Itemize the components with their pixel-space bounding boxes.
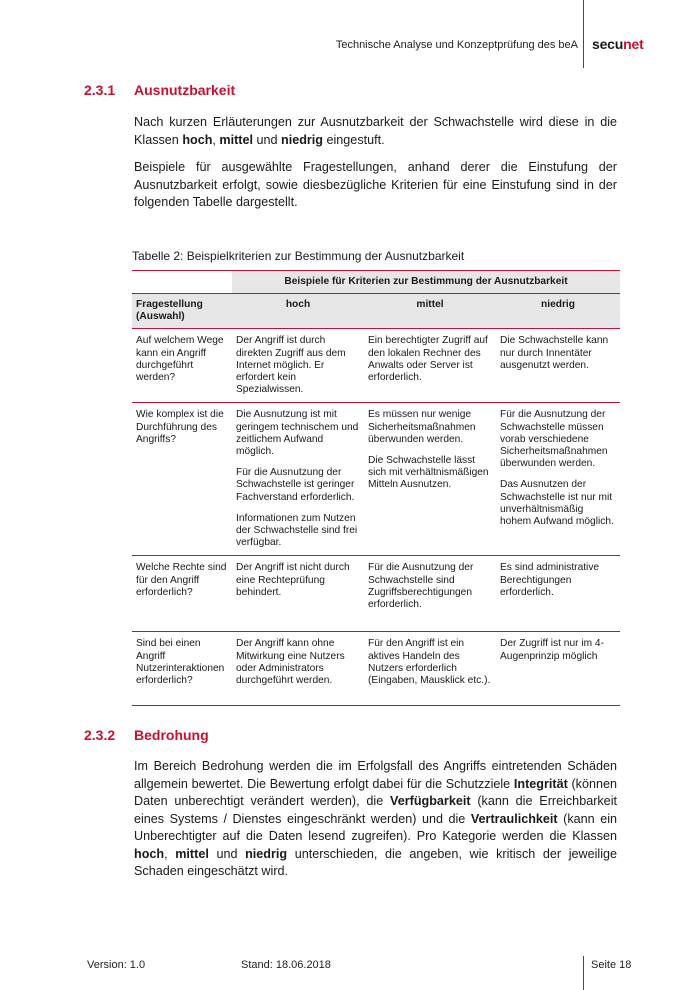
criteria-text: Die Schwachstelle lässt sich mit verhältnismäßigen Mitteln Ausnutzen. xyxy=(368,455,489,491)
criteria-text: Es müssen nur wenige Sicherheitsmaßnahmen überwunden werden. xyxy=(368,409,476,445)
criteria-cell-mid xyxy=(364,556,496,632)
footer-date: Stand: 18.06.2018 xyxy=(241,959,331,971)
paragraph-examples: Beispiele für ausgewählte Fragestellungen, anhand derer die Einstufung der Ausnutzbarkeit erfolgt, sowie diesbezügliche Kriterien für eine Einstufung sind in der folgenden Tabelle dargestellt. xyxy=(134,160,617,209)
question-cell: Wie komplex ist die Durchführung des Angriffs? xyxy=(132,403,232,556)
criteria-text: Für den Angriff ist ein aktives Handeln des Nutzers erforderlich (Eingaben, Mausklick etc.). xyxy=(368,638,491,687)
criteria-text: Informationen zum Nutzen der Schwachstelle sind frei verfügbar. xyxy=(236,512,358,549)
footer-page-number: Seite 18 xyxy=(591,959,632,971)
table-header-row xyxy=(132,294,620,329)
criteria-text: Für die Ausnutzung der Schwachstelle sind Zugriffsberechtigungen erforderlich. xyxy=(368,562,474,611)
criteria-text: Der Angriff ist nicht durch eine Rechteprüfung behindert. xyxy=(236,562,350,598)
criteria-text: Für die Ausnutzung der Schwachstelle ist geringer Fachverstand erforderlich. xyxy=(236,467,355,503)
criteria-cell-high xyxy=(232,632,364,706)
criteria-text: Für die Ausnutzung der Schwachstelle müssen vorab verschiedene Sicherheitsmaßnahmen überwunden werden. xyxy=(500,409,608,470)
criteria-text: Die Schwachstelle kann nur durch Innentäter ausgenutzt werden. xyxy=(500,335,609,371)
criteria-text: Das Ausnutzen der Schwachstelle ist nur mit unverhältnismäßig hohem Aufwand möglich. xyxy=(500,479,614,528)
table-row xyxy=(132,403,620,556)
criteria-text: Der Angriff kann ohne Mitwirkung eine Nutzers oder Administrators durchgeführt werden. xyxy=(236,638,345,687)
col-header-low: niedrig xyxy=(496,294,620,329)
header-divider xyxy=(583,0,584,68)
criteria-cell-high xyxy=(232,556,364,632)
criteria-cell-mid xyxy=(364,329,496,403)
paragraph-bedrohung: Im Bereich Bedrohung werden die im Erfolgsfall des Angriffs eintretenden Schäden allgemein bewertet. Die Bewertung erfolgt dabei für die Schutzziele Integrität (können Daten unberechtigt verändert werden), die Verfügbarkeit (kann die Erreichbarkeit eines Systems / Dienstes eingeschränkt werden) und die Vertraulichkeit (kann ein Unberechtigter auf die Daten lesend zugreifen). Pro Kategorie werden die Klassen hoch, mittel und niedrig unterschieden, die angeben, wie kritisch der jeweilige Schaden eingeschätzt wird. xyxy=(134,759,618,878)
question-cell: Auf welchem Wege kann ein Angriff durchgeführt werden? xyxy=(132,329,232,403)
criteria-text: Der Zugriff ist nur im 4-Augenprinzip möglich xyxy=(500,638,604,662)
table-row xyxy=(132,632,620,706)
section-heading-ausnutzbarkeit: 2.3.1 Ausnutzbarkeit xyxy=(84,82,236,98)
footer-divider xyxy=(583,956,584,990)
table-caption: Tabelle 2: Beispielkriterien zur Bestimmung der Ausnutzbarkeit xyxy=(132,249,465,263)
criteria-text: Die Ausnutzung ist mit geringem technischem und zeitlichem Aufwand möglich. xyxy=(236,409,359,458)
paragraph-intro: Nach kurzen Erläuterungen zur Ausnutzbarkeit der Schwachstelle wird diese in die Klassen hoch, mittel und niedrig eingestuft. xyxy=(134,115,617,147)
question-cell: Sind bei einen Angriff Nutzerinteraktionen erforderlich? xyxy=(132,632,232,706)
section-heading-bedrohung: 2.3.2 Bedrohung xyxy=(84,727,209,743)
col-header-mid: mittel xyxy=(364,294,496,329)
criteria-text: Es sind administrative Berechtigungen erforderlich. xyxy=(500,562,600,598)
secunet-logo: secunet xyxy=(592,36,644,52)
criteria-cell-high xyxy=(232,329,364,403)
criteria-table xyxy=(132,270,620,706)
criteria-cell-mid xyxy=(364,403,496,556)
criteria-cell-mid xyxy=(364,632,496,706)
table-row xyxy=(132,329,620,403)
criteria-text: Ein berechtigter Zugriff auf den lokalen Rechner des Anwalts oder Server ist erforderlich. xyxy=(368,335,488,384)
criteria-cell-low xyxy=(496,329,620,403)
table-row xyxy=(132,556,620,632)
footer-version: Version: 1.0 xyxy=(87,959,146,971)
criteria-cell-high xyxy=(232,403,364,556)
criteria-cell-low xyxy=(496,556,620,632)
criteria-cell-low xyxy=(496,403,620,556)
criteria-text: Der Angriff ist durch direkten Zugriff aus dem Internet möglich. Er erfordert kein Spezialwissen. xyxy=(236,335,346,396)
document-title: Technische Analyse und Konzeptprüfung des beA xyxy=(335,39,578,51)
col-header-high: hoch xyxy=(232,294,364,329)
table-group-header: Beispiele für Kriterien zur Bestimmung der Ausnutzbarkeit xyxy=(232,271,620,294)
criteria-cell-low xyxy=(496,632,620,706)
col-header-question: Fragestellung (Auswahl) xyxy=(132,294,232,329)
question-cell: Welche Rechte sind für den Angriff erforderlich? xyxy=(132,556,232,632)
